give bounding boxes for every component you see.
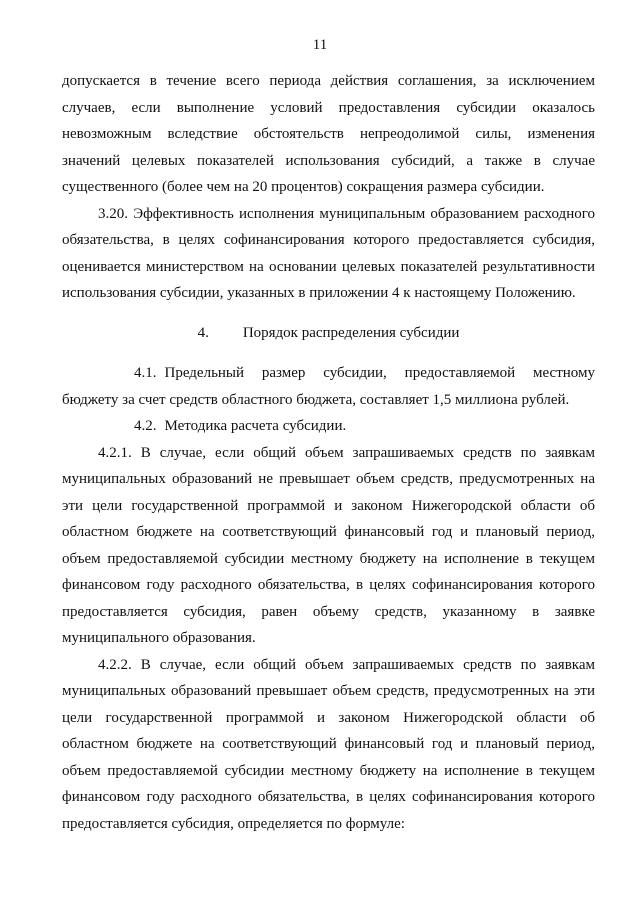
item-4-1 [62, 360, 595, 413]
paragraph-3-20: 3.20. Эффективность исполнения муниципальным образованием расходного обязательства, в целях софинансирования которого предоставляется субсидия, оценивается министерством на основании целевых показателей результативности использования субсидии, указанных в приложении 4 к настоящему Положению. [62, 205, 595, 301]
item-4-2 [62, 413, 595, 440]
item-4-1-number: 4.1. [134, 365, 157, 381]
section-number: 4. [197, 324, 209, 341]
item-4-2-1: 4.2.1. В случае, если общий объем запрашиваемых средств по заявкам муниципальных образований не превышает объем средств, предусмотренных на эти цели государственной программой и законом Нижегородской области об областном бюджете на соответствующий финансовый год и плановый период, объем предоставляемой субсидии местному бюджету на исполнение в текущем финансовом году расходного обязательства, в целях софинансирования которого предоставляется субсидия, равен объему средств, указанному в заявке муниципального образования. [62, 444, 595, 646]
item-4-2-2: 4.2.2. В случае, если общий объем запрашиваемых средств по заявкам муниципальных образований превышает объем средств, предусмотренных на эти цели государственной программой и законом Нижегородской области об областном бюджете на соответствующий финансовый год и плановый период, объем предоставляемой субсидии местному бюджету на исполнение в текущем финансовом году расходного обязательства, в целях софинансирования которого предоставляется субсидия, определяется по формуле: [62, 656, 595, 832]
document-body [62, 68, 595, 837]
paragraph-continuation: допускается в течение всего периода действия соглашения, за исключением случаев, если выполнение условий предоставления субсидии оказалось невозможным вследствие обстоятельств непреодолимой силы, изменения значений целевых показателей использования субсидий, а также в случае существенного (более чем на 20 процентов) сокращения размера субсидии. [62, 73, 595, 195]
item-4-2-text: Методика расчета субсидии. [164, 418, 347, 434]
section-heading [62, 307, 595, 361]
page-number: 11 [312, 37, 328, 53]
section-title: Порядок распределения субсидии [242, 324, 460, 341]
item-4-1-text: Предельный размер субсидии, предоставляемой местному бюджету за счет средств областного бюджета, составляет 1,5 миллиона рублей. [62, 365, 595, 408]
item-4-2-number: 4.2. [134, 418, 157, 434]
